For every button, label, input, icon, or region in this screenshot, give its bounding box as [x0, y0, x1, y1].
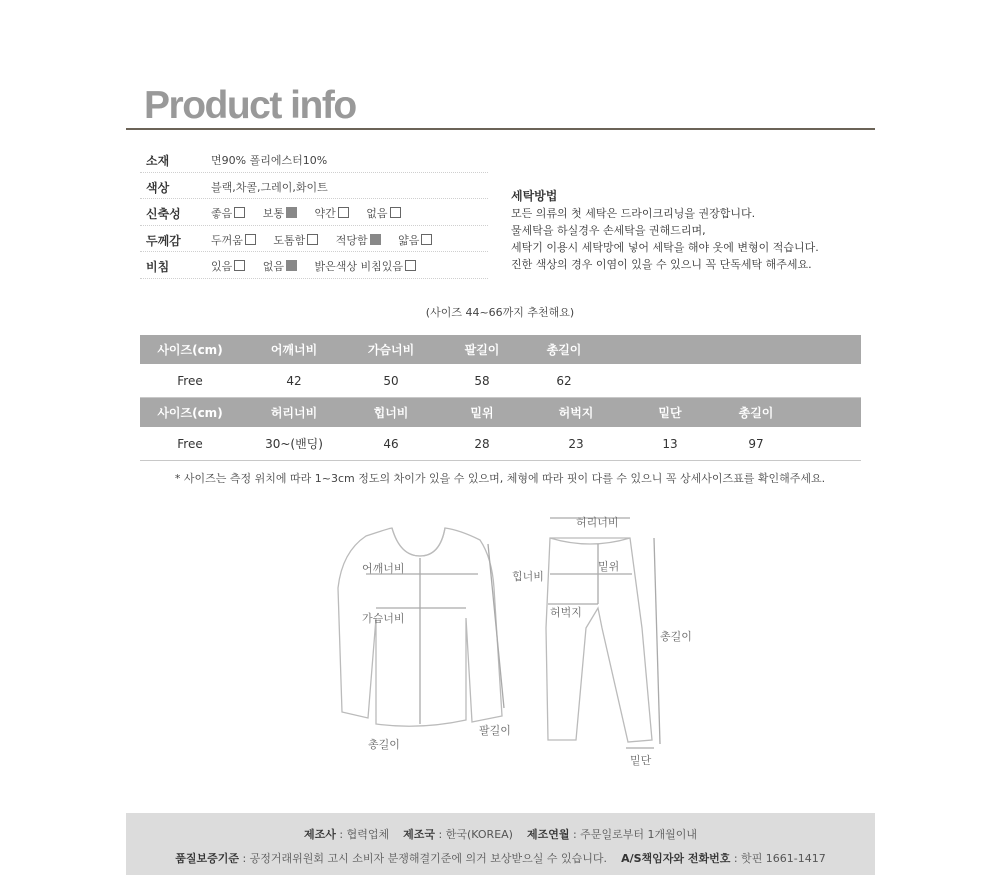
label-hem: 밑단 — [630, 754, 652, 767]
checkbox-empty — [245, 234, 256, 245]
checkbox-checked — [286, 260, 297, 271]
option-item — [315, 207, 349, 220]
table-cell: 28 — [474, 436, 490, 451]
header-cell: 사이즈(cm) — [157, 406, 223, 420]
title-divider — [126, 128, 875, 130]
checkbox-empty — [338, 207, 349, 218]
label-thigh: 허벅지 — [550, 606, 582, 619]
manufacturer-label: 제조사 — [304, 828, 336, 841]
washing-instructions — [511, 188, 819, 273]
table-cell: 62 — [556, 373, 572, 388]
attr-value: 면90% 폴리에스터10% — [211, 154, 328, 167]
option-label: 도톰함 — [273, 233, 306, 247]
label-sleeve: 팔길이 — [479, 724, 511, 737]
checkbox-empty — [307, 234, 318, 245]
table-cell: Free — [177, 436, 203, 451]
country-label: 제조국 — [403, 828, 436, 841]
washing-title: 세탁방법 — [511, 189, 558, 203]
table-cell: 46 — [383, 436, 399, 451]
option-label: 있음 — [211, 260, 233, 273]
option-item — [336, 234, 381, 247]
option-item — [211, 207, 245, 220]
option-group — [211, 205, 415, 221]
option-label: 얇음 — [398, 233, 420, 247]
attr-label: 색상 — [146, 180, 170, 195]
checkbox-empty — [390, 207, 401, 218]
washing-line: 세탁기 이용시 세탁망에 넣어 세탁을 해야 옷에 변형이 적습니다. — [511, 241, 819, 254]
option-label: 적당함 — [335, 233, 368, 247]
option-item — [263, 207, 297, 220]
option-label: 밝은색상 비침있음 — [314, 260, 404, 273]
attr-row-sheer — [140, 252, 488, 279]
option-label: 두꺼움 — [211, 233, 243, 247]
washing-line: 물세탁을 하실경우 손세탁을 권해드리며, — [511, 224, 706, 237]
option-group — [211, 232, 446, 248]
top-size-table — [140, 335, 861, 398]
header-cell: 총길이 — [546, 343, 582, 357]
header-cell: 허벅지 — [558, 406, 594, 420]
washing-line: 모든 의류의 첫 세탁은 드라이크리닝을 권장합니다. — [511, 207, 756, 220]
option-item — [263, 260, 297, 273]
option-item — [273, 234, 318, 247]
table-cell: 97 — [748, 436, 764, 451]
checkbox-checked — [370, 234, 381, 245]
attr-row-thickness — [140, 226, 488, 253]
warranty-label: 품질보증기준 — [175, 852, 239, 865]
attr-row-stretch — [140, 199, 488, 226]
footer-line-2 — [126, 850, 875, 866]
attr-row-color — [140, 173, 488, 200]
table-row — [140, 427, 861, 461]
table-cell: 30~(밴딩) — [265, 437, 323, 451]
size-note: * 사이즈는 측정 위치에 따라 1~3cm 정도의 차이가 있을 수 있으며, 체형에 따라 핏이 다를 수 있으니 꼭 상세사이즈표를 확인해주세요. — [174, 472, 826, 485]
table-header-row — [140, 335, 861, 364]
checkbox-checked — [286, 207, 297, 218]
header-cell: 밑단 — [658, 406, 682, 420]
option-label: 약간 — [314, 207, 336, 220]
table-cell: Free — [177, 373, 203, 388]
manufacturer-value: : 협력업체 — [339, 828, 390, 841]
table-cell: 58 — [474, 373, 490, 388]
label-shoulder: 어깨너비 — [362, 562, 405, 575]
checkbox-empty — [234, 207, 245, 218]
header-cell: 밑위 — [470, 406, 494, 420]
header-cell: 힙너비 — [373, 406, 409, 420]
option-item — [211, 234, 256, 247]
table-cell: 50 — [383, 373, 399, 388]
size-recommendation: (사이즈 44~66까지 추천해요) — [425, 306, 575, 319]
warranty-value: : 공정거래위원회 고시 소비자 분쟁해결기준에 의거 보상받으실 수 있습니다. — [242, 852, 608, 865]
date-label: 제조연월 — [526, 828, 570, 841]
attr-label: 소재 — [146, 154, 170, 168]
table-header-row — [140, 398, 861, 427]
label-chest: 가슴너비 — [362, 612, 405, 625]
footer-line-1 — [126, 826, 875, 842]
label-pants-length: 총길이 — [660, 630, 692, 643]
country-value: : 한국(KOREA) — [438, 828, 513, 841]
option-group — [211, 258, 430, 274]
header-cell: 사이즈(cm) — [157, 343, 223, 357]
option-item — [211, 260, 245, 273]
product-info-footer — [126, 813, 875, 875]
attribute-table — [140, 146, 488, 279]
label-hip: 힙너비 — [512, 570, 544, 583]
option-item — [366, 207, 400, 220]
bottom-size-table — [140, 398, 861, 461]
table-cell: 13 — [662, 436, 678, 451]
as-value: : 핫핀 1661-1417 — [733, 852, 826, 865]
table-row — [140, 364, 861, 398]
option-label: 보통 — [262, 207, 285, 220]
header-cell: 어깨너비 — [270, 343, 318, 357]
option-item — [315, 260, 417, 273]
as-label: A/S책임자와 전화번호 — [621, 852, 731, 865]
label-waist: 허리너비 — [576, 516, 619, 529]
header-cell: 팔길이 — [464, 343, 500, 357]
checkbox-empty — [421, 234, 432, 245]
label-top-length: 총길이 — [368, 738, 400, 751]
checkbox-empty — [405, 260, 416, 271]
option-item — [398, 234, 432, 247]
attr-label: 두께감 — [146, 233, 181, 248]
header-cell: 허리너비 — [270, 406, 318, 420]
label-rise: 밑위 — [598, 560, 620, 573]
option-label: 좋음 — [211, 207, 233, 220]
option-label: 없음 — [262, 260, 285, 273]
table-cell: 42 — [286, 373, 302, 388]
date-value: : 주문일로부터 1개월이내 — [572, 828, 697, 841]
attr-row-material — [140, 146, 488, 173]
attr-value: 블랙,차콜,그레이,화이트 — [211, 180, 328, 194]
attr-label: 비침 — [146, 260, 170, 274]
measurement-diagram — [280, 508, 720, 774]
page-title: Product info — [144, 84, 356, 127]
option-label: 없음 — [366, 207, 388, 220]
checkbox-empty — [234, 260, 245, 271]
table-cell: 23 — [568, 436, 584, 451]
washing-line: 진한 색상의 경우 이염이 있을 수 있으니 꼭 단독세탁 해주세요. — [511, 258, 812, 271]
header-cell: 가슴너비 — [367, 343, 415, 357]
header-cell: 총길이 — [738, 406, 774, 420]
attr-label: 신축성 — [146, 207, 181, 221]
